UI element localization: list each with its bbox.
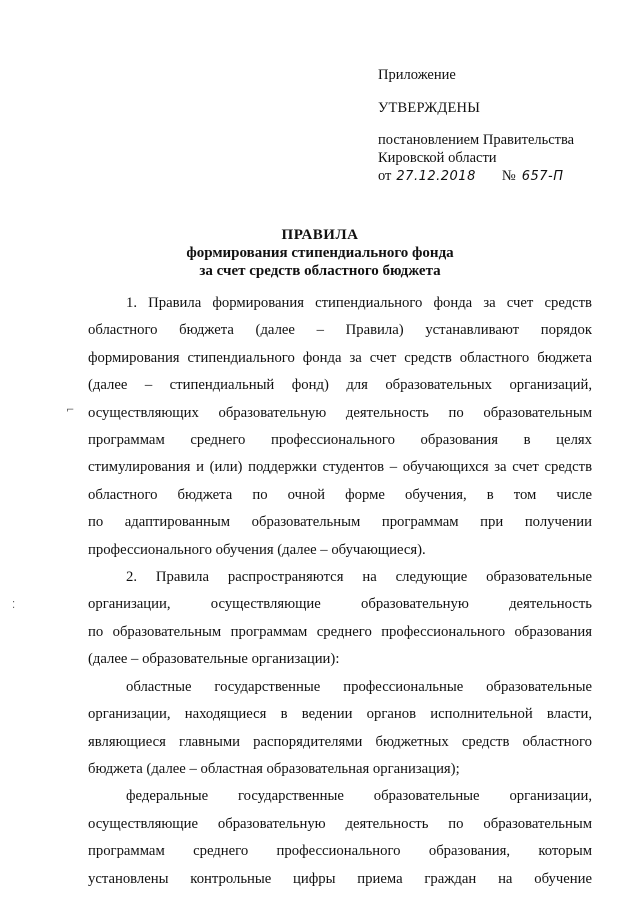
basis-line-2: Кировской области xyxy=(378,150,497,166)
paragraph-line: (далее – образовательные организации): xyxy=(88,651,340,668)
number-prefix: № xyxy=(501,168,516,184)
document-body xyxy=(88,290,592,893)
handwritten-number: 657-П xyxy=(521,169,564,184)
paragraph xyxy=(88,564,592,674)
paragraph-line: организации, осуществляющие образовательную деятельность xyxy=(88,596,592,613)
paragraph-line: установлены контрольные цифры приема граждан на обучение xyxy=(88,870,592,887)
paragraph-line: по образовательным программам среднего профессионального образования xyxy=(88,623,592,640)
paragraph-line: осуществляющие образовательную деятельность по образовательным xyxy=(88,815,592,832)
paragraph-line: 1. Правила формирования стипендиального фонда за счет средств xyxy=(126,295,592,311)
paragraph-line: стимулирования и (или) поддержки студентов – обучающихся за счет средств xyxy=(88,459,592,476)
paragraph-line: организации, находящиеся в ведении органов исполнительной власти, xyxy=(88,706,592,723)
paragraph-line: программам среднего профессионального образования в целях xyxy=(88,432,592,449)
title-line-2: формирования стипендиального фонда xyxy=(186,245,454,261)
paragraph-line: по адаптированным образовательным программам при получении xyxy=(88,514,592,531)
paragraph-line: областные государственные профессиональные образовательные xyxy=(126,678,592,695)
appendix-label: Приложение xyxy=(378,67,456,83)
date-prefix: от xyxy=(378,168,392,184)
scan-mark: ⌐ xyxy=(66,405,75,416)
approval-stamp-block xyxy=(378,66,618,186)
handwritten-date: 27.12.2018 xyxy=(396,169,476,184)
paragraph xyxy=(88,674,592,784)
paragraph xyxy=(88,290,592,564)
paragraph-line: профессионального обучения (далее – обучающиеся). xyxy=(88,541,426,558)
paragraph-line: 2. Правила распространяются на следующие образовательные xyxy=(126,569,592,586)
paragraph xyxy=(88,783,592,893)
paragraph-line: (далее – стипендиальный фонд) для образовательных организаций, xyxy=(88,377,592,394)
paragraph-line: являющиеся главными распорядителями бюджетных средств областного xyxy=(88,733,592,750)
date-number-line xyxy=(378,167,618,186)
approved-label: УТВЕРЖДЕНЫ xyxy=(378,100,481,116)
scan-mark: ⁚ xyxy=(12,600,16,611)
paragraph-line: программам среднего профессионального образования, которым xyxy=(88,843,592,860)
document-title xyxy=(0,226,640,280)
paragraph-line: осуществляющих образовательную деятельность по образовательным xyxy=(88,404,592,421)
paragraph-line: областного бюджета (далее – Правила) устанавливают порядок xyxy=(88,322,592,339)
basis-line-1: постановлением Правительства xyxy=(378,132,575,148)
paragraph-line: бюджета (далее – областная образовательная организация); xyxy=(88,760,460,777)
paragraph-line: областного бюджета по очной форме обучения, в том числе xyxy=(88,486,592,503)
paragraph-line: формирования стипендиального фонда за счет средств областного бюджета xyxy=(88,349,592,366)
title-line-3: за счет средств областного бюджета xyxy=(199,263,441,279)
paragraph-line: федеральные государственные образовательные организации, xyxy=(126,788,592,805)
title-main: ПРАВИЛА xyxy=(281,227,359,243)
